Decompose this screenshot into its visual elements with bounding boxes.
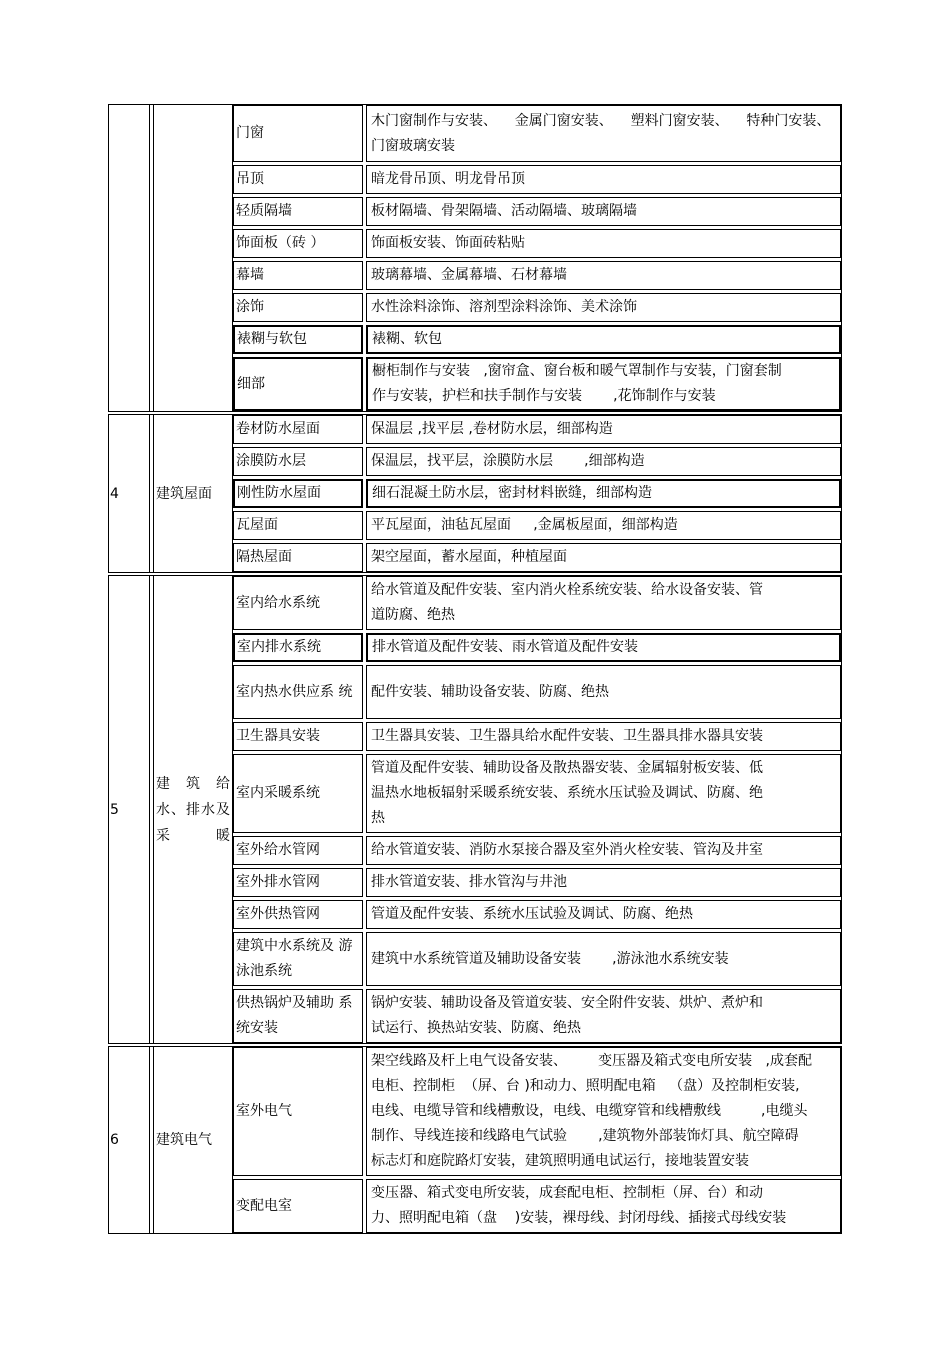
- subdivision-cell: 变配电室: [233, 1179, 363, 1233]
- items-cell: 架空线路及杆上电气设备安装、 变压器及箱式变电所安装 ,成套配 电柜、控制柜 （屏、台 )和动力、照明配电箱 （盘）及控制柜安装, 电线、电缆导管和线槽敷设，电线、电缆穿管和线槽敷线 ,电缆头 制作、导线连接和线路电气试验 ,建筑物外部装饰灯具、航空障碍 标志灯和庭院路灯安装，建筑照明通电试运行，接地装置安装: [366, 1047, 841, 1176]
- table-group-electrical: [108, 1046, 842, 1234]
- items-cell: 排水管道安装、排水管沟与井池: [366, 868, 841, 897]
- items-cell: 板材隔墙、骨架隔墙、活动隔墙、玻璃隔墙: [366, 197, 841, 226]
- items-cell: 锅炉安装、辅助设备及管道安装、安全附件安装、烘炉、煮炉和 试运行、换热站安装、防腐、绝热: [366, 989, 841, 1043]
- subdivision-cell: 供热锅炉及辅助 系统安装: [233, 989, 363, 1043]
- subdivision-cell: 涂膜防水层: [233, 447, 363, 476]
- items-cell: 管道及配件安装、系统水压试验及调试、防腐、绝热: [366, 900, 841, 929]
- items-cell: 裱糊、软包: [366, 325, 841, 354]
- items-cell: 给水管道及配件安装、室内消火栓系统安装、给水设备安装、管 道防腐、绝热: [366, 576, 841, 630]
- items-cell: 细石混凝土防水层，密封材料嵌缝，细部构造: [366, 479, 841, 508]
- group-name-cell: [153, 105, 233, 411]
- group-number-cell: [109, 105, 150, 411]
- items-cell: 保温层 ,找平层 ,卷材防水层，细部构造: [366, 415, 841, 444]
- group-number-cell: 6: [109, 1047, 150, 1233]
- subdivision-cell: 室内采暖系统: [233, 754, 363, 833]
- subdivision-cell: 饰面板（砖 ）: [233, 229, 363, 258]
- subdivision-cell: 隔热屋面: [233, 543, 363, 572]
- group-name-cell: 建筑屋面: [153, 415, 233, 572]
- items-cell: 木门窗制作与安装、 金属门窗安装、 塑料门窗安装、 特种门安装、 门窗玻璃安装: [366, 105, 841, 162]
- subdivision-cell: 细部: [233, 357, 363, 411]
- items-cell: 建筑中水系统管道及辅助设备安装 ,游泳池水系统安装: [366, 932, 841, 986]
- subdivision-cell: 建筑中水系统及 游泳池系统: [233, 932, 363, 986]
- subdivision-cell: 室内排水系统: [233, 633, 363, 662]
- items-cell: 卫生器具安装、卫生器具给水配件安装、卫生器具排水器具安装: [366, 722, 841, 751]
- subdivision-cell: 室外给水管网: [233, 836, 363, 865]
- items-cell: 平瓦屋面，油毡瓦屋面 ,金属板屋面，细部构造: [366, 511, 841, 540]
- items-cell: 管道及配件安装、辅助设备及散热器安装、金属辐射板安装、低 温热水地板辐射采暖系统安装、系统水压试验及调试、防腐、绝 热: [366, 754, 841, 833]
- items-cell: 架空屋面，蓄水屋面，种植屋面: [366, 543, 841, 572]
- subdivision-cell: 裱糊与软包: [233, 325, 363, 354]
- subdivision-cell: 幕墙: [233, 261, 363, 290]
- subdivision-cell: 室外排水管网: [233, 868, 363, 897]
- subdivision-cell: 卷材防水屋面: [233, 415, 363, 444]
- subdivision-cell: 室外电气: [233, 1047, 363, 1176]
- subdivision-cell: 瓦屋面: [233, 511, 363, 540]
- items-cell: 排水管道及配件安装、雨水管道及配件安装: [366, 633, 841, 662]
- group-name-cell: 建 筑 给 水、排水及采暖: [153, 576, 233, 1043]
- subdivision-cell: 涂饰: [233, 293, 363, 322]
- items-cell: 变压器、箱式变电所安装，成套配电柜、控制柜（屏、台）和动 力、照明配电箱（盘 )安装，裸母线、封闭母线、插接式母线安装: [366, 1179, 841, 1233]
- items-cell: 玻璃幕墙、金属幕墙、石材幕墙: [366, 261, 841, 290]
- subdivision-cell: 室内热水供应系 统: [233, 665, 363, 719]
- subdivision-cell: 门窗: [233, 105, 363, 162]
- subdivision-cell: 吊顶: [233, 165, 363, 194]
- table-group-plumbing-heating: [108, 575, 842, 1044]
- group-name-cell: 建筑电气: [153, 1047, 233, 1233]
- items-cell: 饰面板安装、饰面砖粘贴: [366, 229, 841, 258]
- table-group-decoration: [108, 104, 842, 412]
- table-group-roofing: [108, 414, 842, 573]
- subdivision-cell: 刚性防水屋面: [233, 479, 363, 508]
- group-number-cell: 4: [109, 415, 150, 572]
- subdivision-cell: 室内给水系统: [233, 576, 363, 630]
- subdivision-cell: 轻质隔墙: [233, 197, 363, 226]
- items-cell: 给水管道安装、消防水泵接合器及室外消火栓安装、管沟及井室: [366, 836, 841, 865]
- items-cell: 橱柜制作与安装 ,窗帘盒、窗台板和暖气罩制作与安装，门窗套制 作与安装，护栏和扶手制作与安装 ,花饰制作与安装: [366, 357, 841, 411]
- subdivision-cell: 卫生器具安装: [233, 722, 363, 751]
- group-number-cell: 5: [109, 576, 150, 1043]
- items-cell: 暗龙骨吊顶、明龙骨吊顶: [366, 165, 841, 194]
- construction-division-table: [108, 104, 842, 1236]
- items-cell: 保温层，找平层，涂膜防水层 ,细部构造: [366, 447, 841, 476]
- items-cell: 配件安装、辅助设备安装、防腐、绝热: [366, 665, 841, 719]
- subdivision-cell: 室外供热管网: [233, 900, 363, 929]
- items-cell: 水性涂料涂饰、溶剂型涂料涂饰、美术涂饰: [366, 293, 841, 322]
